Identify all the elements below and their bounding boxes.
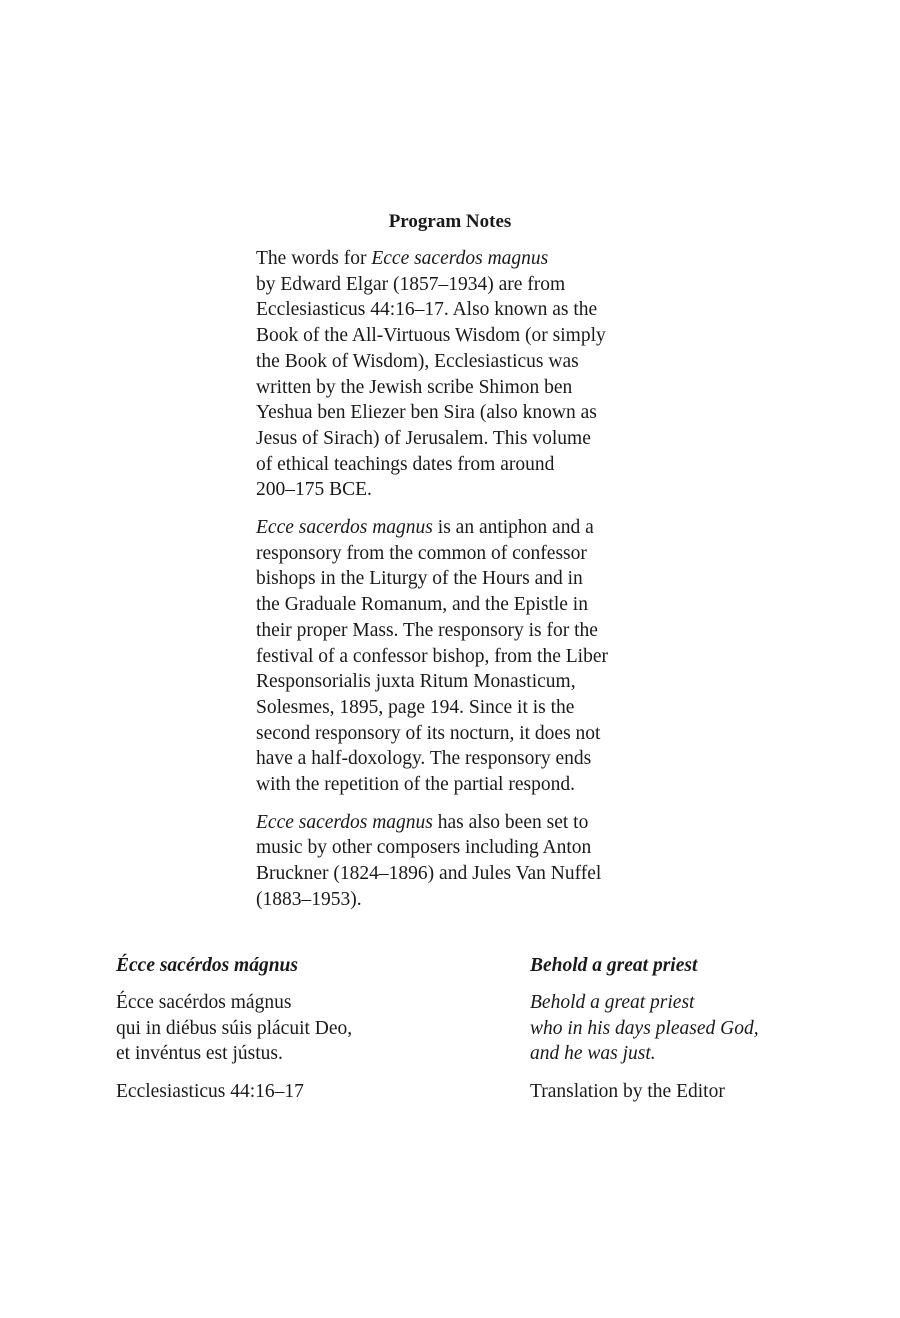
translation-heading: Behold a great priest [530,955,698,976]
paragraph-line: Book of the All-Virtuous Wisdom (or simply [256,325,606,347]
paragraph-line: their proper Mass. The responsory is for the [256,619,598,641]
paragraph-line: responsory from the common of confessor [256,542,587,564]
paragraph-line: (1883–1953). [256,888,362,910]
paragraph-line: bishops in the Liturgy of the Hours and in [256,568,583,590]
paragraph-line: the Graduale Romanum, and the Epistle in [256,594,588,616]
paragraph-line: music by other composers including Anton [256,837,592,859]
notes-paragraph-2 [256,515,656,798]
paragraph-line: Ecce sacerdos magnus has also been set to [256,811,589,833]
paragraph-line: written by the Jewish scribe Shimon ben [256,376,573,398]
paragraph-line: Yeshua ben Eliezer ben Sira (also known as [256,402,597,424]
paragraph-line: Responsorialis juxta Ritum Monasticum, [256,671,576,693]
paragraph-line: by Edward Elgar (1857–1934) are from [256,273,566,295]
paragraph-line: The words for Ecce sacerdos magnus [256,248,549,269]
latin-verse [116,990,476,1067]
translation-source: Translation by the Editor [530,1081,725,1103]
latin-text-column [116,952,476,1105]
work-title-italic: Ecce sacerdos magnus [256,517,433,539]
translation-column [530,952,890,1105]
paragraph-line: Solesmes, 1895, page 194. Since it is the [256,696,575,718]
latin-heading: Écce sacérdos mágnus [116,955,298,976]
paragraph-line: Jesus of Sirach) of Jerusalem. This volume [256,427,591,449]
paragraph-line: 200–175 BCE. [256,479,372,501]
notes-paragraph-1 [256,246,656,503]
paragraph-line: with the repetition of the partial respond. [256,774,575,796]
paragraph-line: festival of a confessor bishop, from the Liber [256,645,608,667]
program-notes-section [256,208,656,925]
latin-source: Ecclesiasticus 44:16–17 [116,1081,304,1103]
work-title-italic: Ecce sacerdos magnus [371,248,549,269]
verse-line: Écce sacérdos mágnus [116,992,292,1013]
work-title-italic: Ecce sacerdos magnus [256,811,433,833]
verse-line: qui in diébus súis plácuit Deo, [116,1017,353,1039]
paragraph-line: Bruckner (1824–1896) and Jules Van Nuffel [256,863,602,885]
program-notes-title: Program Notes [388,211,512,232]
paragraph-line: Ecclesiasticus 44:16–17. Also known as the [256,299,598,321]
notes-paragraph-3 [256,810,656,913]
paragraph-line: Ecce sacerdos magnus is an antiphon and a [256,517,594,539]
verse-line: who in his days pleased God, [530,1017,759,1039]
paragraph-line: have a half-doxology. The responsory ends [256,748,592,770]
paragraph-line: the Book of Wisdom), Ecclesiasticus was [256,350,579,372]
verse-line: Behold a great priest [530,992,695,1013]
paragraph-line: of ethical teachings dates from around [256,453,555,475]
translation-verse [530,990,890,1067]
verse-line: and he was just. [530,1043,656,1065]
paragraph-line: second responsory of its nocturn, it does not [256,722,601,744]
verse-line: et invéntus est jústus. [116,1043,283,1065]
